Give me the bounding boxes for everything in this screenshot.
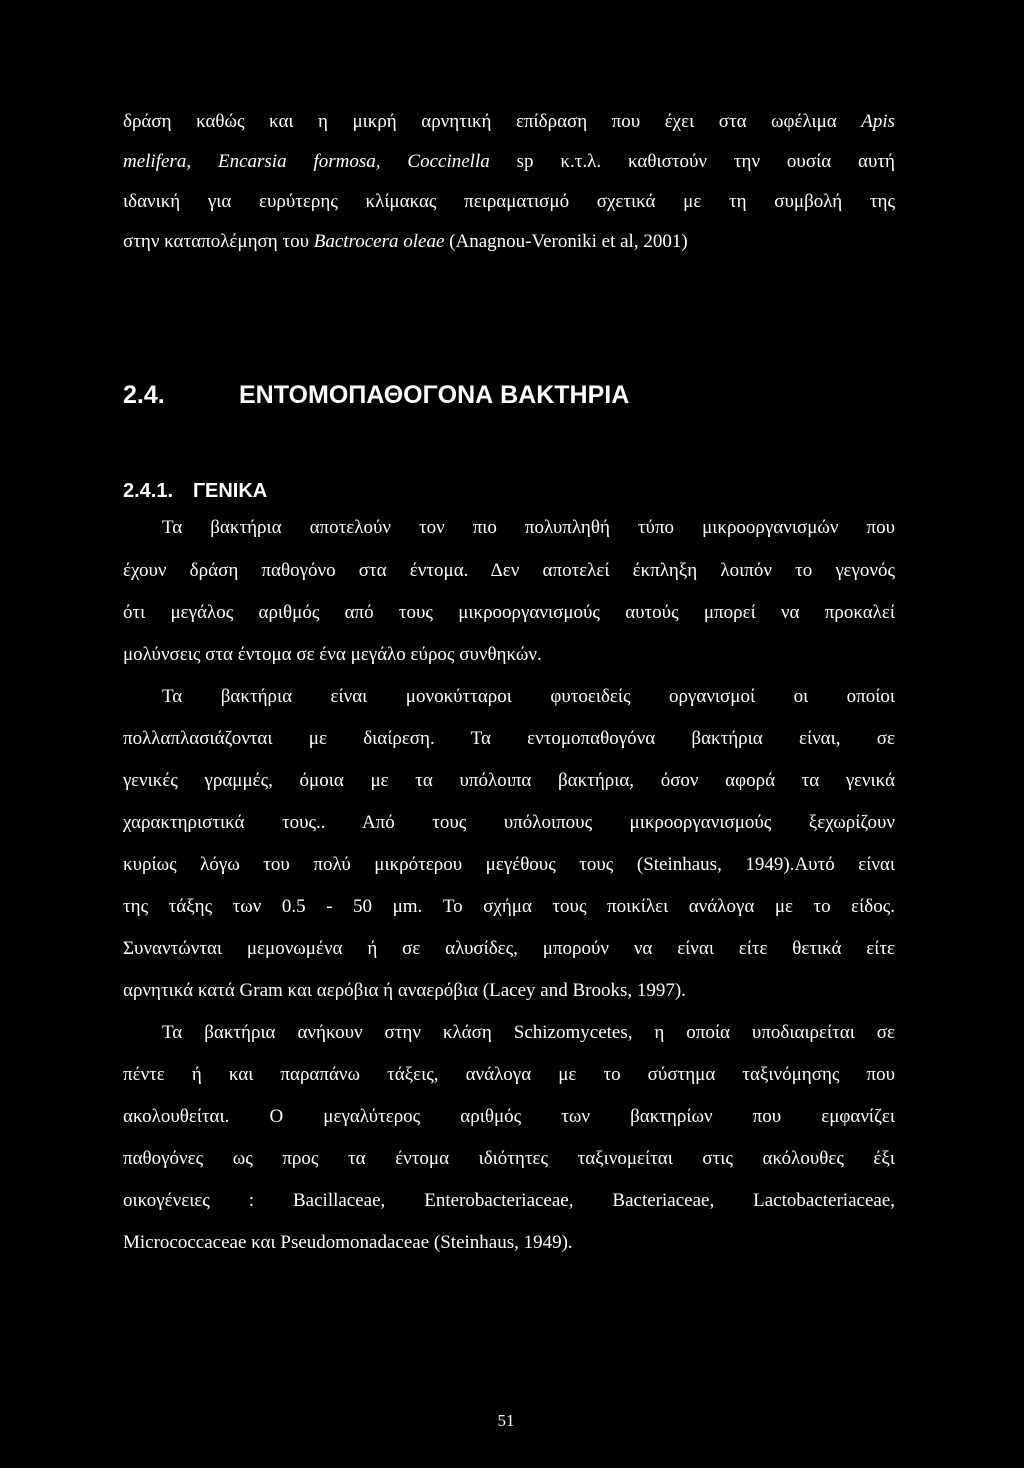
- body-line: Τα βακτήρια ανήκουν στην κλάση Schizomycetes, η οποία υποδιαιρείται σε: [162, 1022, 895, 1043]
- body-line: Τα βακτήρια είναι μονοκύτταροι φυτοειδείς οργανισμοί οι οποίοι: [162, 686, 895, 707]
- intro-line-2-text: sp κ.τ.λ. καθιστούν την ουσία αυτή: [489, 151, 895, 172]
- body-line: Τα βακτήρια αποτελούν τον πιο πολυπληθή τύπο μικροοργανισμών που: [162, 517, 895, 538]
- intro-line-1: [123, 110, 895, 134]
- section-heading: [123, 380, 629, 410]
- body-line: παθογόνες ως προς τα έντομα ιδιότητες ταξινομείται στις ακόλουθες έξι: [123, 1148, 895, 1169]
- body-line: ακολουθείται. Ο μεγαλύτερος αριθμός των βακτηρίων που εμφανίζει: [123, 1106, 895, 1127]
- body-line: πολλαπλασιάζονται με διαίρεση. Τα εντομοπαθογόνα βακτήρια είναι, σε: [123, 728, 895, 749]
- intro-line-2-species: melifera, Encarsia formosa, Coccinella: [123, 151, 490, 172]
- body-line: αρνητικά κατά Gram και αερόβια ή αναερόβια (Lacey and Brooks, 1997).: [123, 980, 686, 1001]
- subsection-title: ΓΕΝΙΚΑ: [193, 480, 268, 502]
- body-line: ότι μεγάλος αριθμός από τους μικροοργανισμούς αυτούς μπορεί να προκαλεί: [123, 602, 895, 623]
- body-line: Micrococcaceae και Pseudomonadaceae (Steinhaus, 1949).: [123, 1232, 573, 1253]
- intro-line-4-species: Bactrocera oleae: [313, 231, 445, 252]
- body-line: έχουν δράση παθογόνο στα έντομα. Δεν αποτελεί έκπληξη λοιπόν το γεγονός: [123, 560, 895, 581]
- body-line: οικογένειες : Bacillaceae, Enterobacteriaceae, Bacteriaceae, Lactobacteriaceae,: [123, 1190, 895, 1211]
- body-line: μολύνσεις στα έντομα σε ένα μεγάλο εύρος συνθηκών.: [123, 644, 542, 665]
- body-line: Συναντώνται μεμονωμένα ή σε αλυσίδες, μπορούν να είναι είτε θετικά είτε: [123, 938, 895, 959]
- intro-line-4-text: στην καταπολέμηση του: [123, 231, 314, 252]
- subsection-number: 2.4.1.: [123, 480, 174, 502]
- body-line: πέντε ή και παραπάνω τάξεις, ανάλογα με το σύστημα ταξινόμησης που: [123, 1064, 895, 1085]
- intro-line-2: [123, 150, 895, 174]
- body-line: κυρίως λόγω του πολύ μικρότερου μεγέθους τους (Steinhaus, 1949).Αυτό είναι: [123, 854, 895, 875]
- intro-line-1-text: δράση καθώς και η μικρή αρνητική επίδραση που έχει στα ωφέλιμα: [123, 111, 862, 132]
- intro-line-1-species: Apis: [861, 111, 895, 132]
- body-line: γενικές γραμμές, όμοια με τα υπόλοιπα βακτήρια, όσον αφορά τα γενικά: [123, 770, 895, 791]
- intro-line-4: [123, 230, 895, 254]
- page-number: 51: [497, 1411, 515, 1430]
- subsection-heading: [123, 478, 267, 504]
- body-line: της τάξης των 0.5 - 50 μm. Το σχήμα τους ποικίλει ανάλογα με το είδος.: [123, 896, 895, 917]
- section-number: 2.4.: [123, 381, 165, 409]
- body-line: χαρακτηριστικά τους.. Από τους υπόλοιπους μικροοργανισμούς ξεχωρίζουν: [123, 812, 895, 833]
- intro-line-4-citation: (Anagnou-Veroniki et al, 2001): [444, 231, 688, 252]
- intro-line-3: ιδανική για ευρύτερης κλίμακας πειραματισμό σχετικά με τη συμβολή της: [123, 191, 895, 212]
- section-title: ΕΝΤΟΜΟΠΑΘΟΓΟΝΑ ΒΑΚΤΗΡΙΑ: [239, 381, 630, 409]
